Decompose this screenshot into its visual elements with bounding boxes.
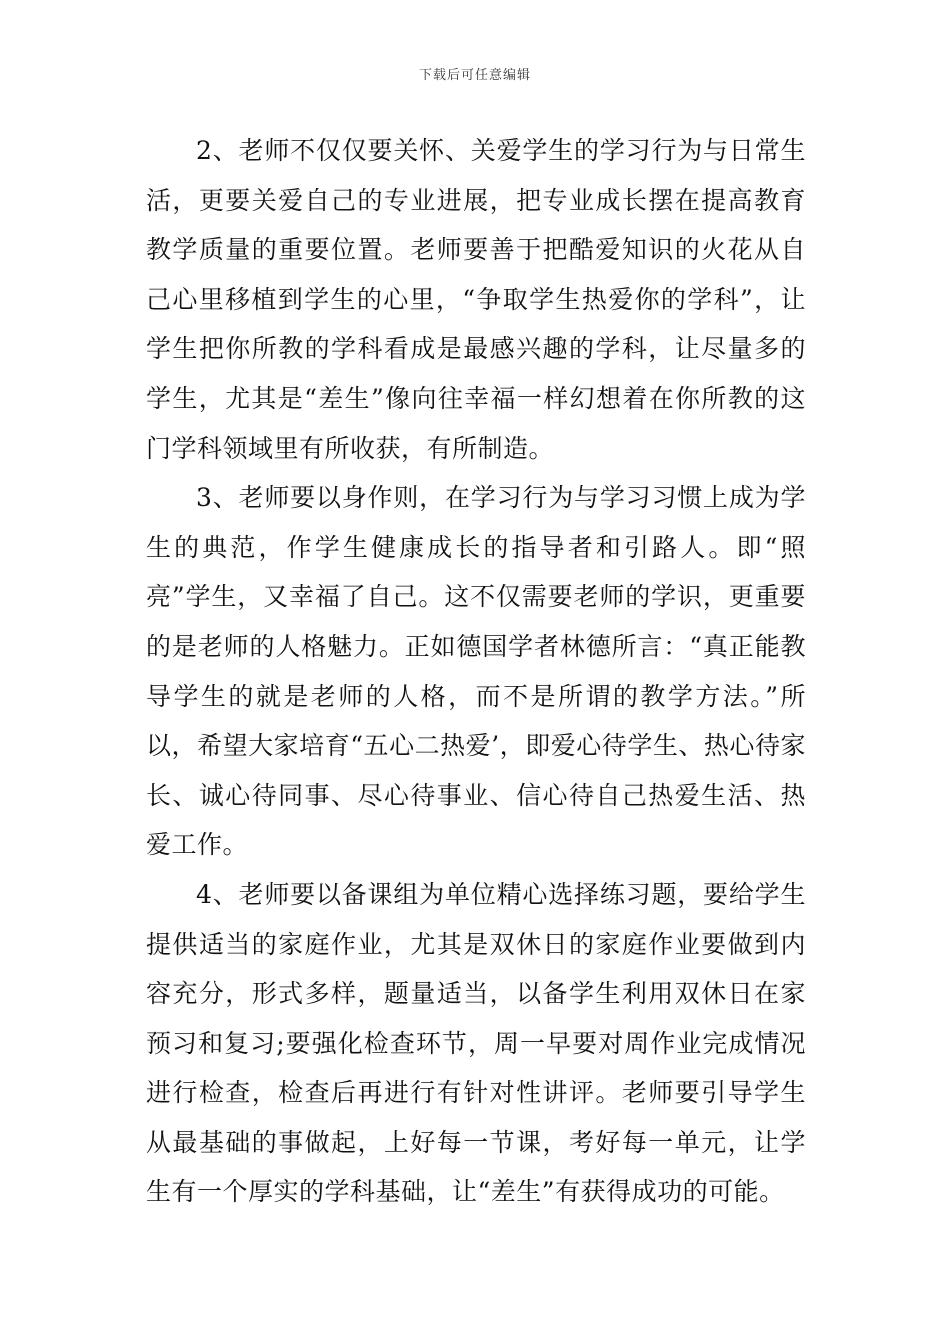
paragraph-3: 3、老师要以身作则，在学习行为与学习习惯上成为学生的典范，作学生健康成长的指导者和引路人。即“照亮”学生，又幸福了自己。这不仅需要老师的学识，更重要的是老师的人格魅力。正如德国学者林德所言：“真正能教导学生的就是老师的人格，而不是所谓的教学方法。”所以，希望大家培育“五心二热爱’，即爱心待学生、热心待家长、诚心待同事、尽心待事业、信心待自己热爱生活、热爱工作。 [146, 483, 806, 860]
page-header: 下载后可任意编辑 [418, 68, 531, 83]
paragraph-4: 4、老师要以备课组为单位精心选择练习题，要给学生提供适当的家庭作业，尤其是双休日的家庭作业要做到内容充分，形式多样，题量适当，以备学生利用双休日在家预习和复习;要强化检查环节，周一早要对周作业完成情况进行检查，检查后再进行有针对性讲评。老师要引导学生从最基础的事做起，上好每一节课，考好每一单元，让学生有一个厚实的学科基础，让“差生”有获得成功的可能。 [146, 879, 806, 1207]
document-body [146, 126, 806, 1217]
paragraph-2: 2、老师不仅仅要关怀、关爱学生的学习行为与日常生活，更要关爱自己的专业进展，把专业成长摆在提高教育教学质量的重要位置。老师要善于把酷爱知识的火花从自己心里移植到学生的心里，“争取学生热爱你的学科”，让学生把你所教的学科看成是最感兴趣的学科，让尽量多的学生，尤其是“差生”像向往幸福一样幻想着在你所教的这门学科领域里有所收获，有所制造。 [146, 136, 806, 463]
